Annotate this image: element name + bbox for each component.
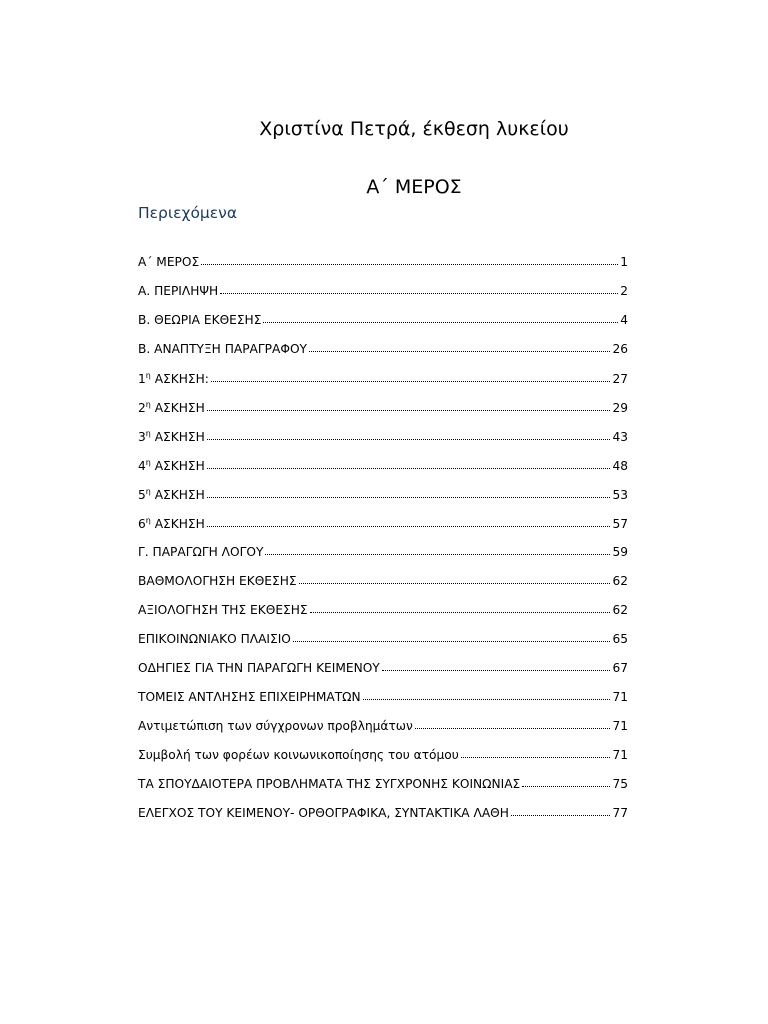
dot-leader [207, 525, 611, 527]
toc-entry-title-suffix: ΑΣΚΗΣΗ [150, 430, 205, 445]
ordinal-suffix: η [145, 516, 151, 525]
toc-page-number: 43 [612, 430, 628, 445]
toc-entry-title [138, 516, 205, 531]
toc-entry-title [138, 748, 459, 762]
dot-leader [461, 756, 611, 758]
toc-page-number: 71 [612, 690, 628, 704]
toc-entry[interactable] [138, 516, 628, 545]
dot-leader [207, 467, 611, 469]
toc-page-number: 4 [620, 313, 628, 327]
toc-entry-title [138, 342, 307, 356]
toc-entry-title [138, 487, 205, 502]
toc-entry[interactable] [138, 574, 628, 603]
toc-entry-title-text: ΕΠΙΚΟΙΝΩΝΙΑΚΟ ΠΛΑΙΣΙΟ [138, 632, 291, 646]
toc-entry-title [138, 545, 263, 559]
dot-leader [263, 321, 618, 323]
toc-page-number: 26 [612, 342, 628, 356]
toc-entry[interactable] [138, 690, 628, 719]
toc-entry-title-text: Γ. ΠΑΡΑΓΩΓΗ ΛΟΓΟΥ [138, 545, 264, 559]
toc-entry[interactable] [138, 313, 628, 342]
toc-entry-title [138, 371, 209, 386]
toc-page-number: 57 [612, 517, 628, 532]
dot-leader [309, 350, 610, 352]
toc-heading: Περιεχόμενα [138, 204, 238, 222]
toc-entry-title-text: ΤΑ ΣΠΟΥΔΑΙΟΤΕΡΑ ΠΡΟΒΛΗΜΑΤΑ ΤΗΣ ΣΥΓΧΡΟΝΗΣ ΚΟΙΝΩΝΙΑΣ [138, 777, 521, 791]
toc-entry-title-text: 2 [138, 401, 146, 416]
toc-entry[interactable] [138, 371, 628, 400]
toc-entry-title-text: ΒΑΘΜΟΛΟΓΗΣΗ ΕΚΘΕΣΗΣ [138, 574, 297, 588]
toc-entry-title-suffix: ΑΣΚΗΣΗ [150, 459, 205, 474]
toc-entry-title [138, 429, 205, 444]
toc-entry-title-text: 6 [138, 517, 146, 532]
toc-page-number: 48 [612, 459, 628, 474]
toc-entry[interactable] [138, 400, 628, 429]
toc-entry[interactable] [138, 719, 628, 748]
toc-entry-title [138, 632, 291, 646]
toc-page-number: 71 [612, 748, 628, 762]
toc-entry[interactable] [138, 342, 628, 371]
toc-entry-title-suffix: ΑΣΚΗΣΗ [150, 517, 205, 532]
toc-entry-title-suffix: ΑΣΚΗΣΗ [150, 488, 205, 503]
toc-page-number: 75 [612, 777, 628, 791]
toc-entry[interactable] [138, 458, 628, 487]
ordinal-suffix: η [145, 429, 151, 438]
toc-entry-title-text: Β. ΑΝΑΠΤΥΞΗ ΠΑΡΑΓΡΑΦΟΥ [138, 342, 307, 356]
toc-entry[interactable] [138, 545, 628, 574]
toc-entry-title-text: Αντιμετώπιση των σύγχρονων προβλημάτων [138, 719, 413, 733]
toc-page-number: 67 [612, 661, 628, 675]
dot-leader [207, 438, 611, 440]
toc-entry-title-text: 4 [138, 459, 146, 474]
toc-entry[interactable] [138, 255, 628, 284]
toc-entry-title [138, 661, 380, 675]
toc-entry-title-text: ΤΟΜΕΙΣ ΑΝΤΛΗΣΗΣ ΕΠΙΧΕΙΡΗΜΑΤΩΝ [138, 690, 361, 704]
toc-entry-title [138, 284, 218, 298]
toc-entry-title [138, 719, 413, 733]
toc-entry-title-text: ΟΔΗΓΙΕΣ ΓΙΑ ΤΗΝ ΠΑΡΑΓΩΓΗ ΚΕΙΜΕΝΟΥ [138, 661, 380, 675]
toc-entry-title [138, 458, 205, 473]
toc-entry[interactable] [138, 284, 628, 313]
document-title: Χριστίνα Πετρά, έκθεση λυκείου [259, 118, 569, 140]
dot-leader [511, 814, 611, 816]
toc-entry-title [138, 574, 297, 588]
ordinal-suffix: η [145, 371, 151, 380]
toc-entry-title [138, 400, 205, 415]
dot-leader [363, 698, 611, 700]
toc-page-number: 59 [612, 545, 628, 559]
toc-page-number: 29 [612, 401, 628, 416]
toc-page-number: 62 [612, 574, 628, 588]
dot-leader [293, 640, 611, 642]
toc-entry[interactable] [138, 603, 628, 632]
toc-entry-title-text: Συμβολή των φορέων κοινωνικοποίησης του ατόμου [138, 748, 459, 762]
dot-leader [220, 292, 618, 294]
dot-leader [201, 263, 618, 265]
dot-leader [415, 727, 611, 729]
dot-leader [207, 496, 611, 498]
toc-entry-title [138, 777, 520, 791]
toc-page-number: 77 [612, 806, 628, 820]
toc-page-number: 2 [620, 284, 628, 298]
toc-entry[interactable] [138, 429, 628, 458]
toc-entry-title-text: 5 [138, 488, 146, 503]
toc-entry-title [138, 603, 308, 617]
toc-entry[interactable] [138, 487, 628, 516]
dot-leader [211, 380, 611, 382]
toc-page-number: 71 [612, 719, 628, 733]
toc-entry-title-text: ΕΛΕΓΧΟΣ ΤΟΥ ΚΕΙΜΕΝΟΥ- ΟΡΘΟΓΡΑΦΙΚΑ, ΣΥΝΤΑΚΤΙΚΑ ΛΑΘΗ [138, 806, 509, 820]
toc-entry-title-text: Α. ΠΕΡΙΛΗΨΗ [138, 284, 219, 298]
part-heading: Α΄ ΜΕΡΟΣ [366, 176, 462, 198]
table-of-contents [138, 255, 628, 835]
dot-leader [265, 553, 610, 555]
ordinal-suffix: η [145, 400, 151, 409]
toc-page-number: 1 [620, 255, 628, 269]
toc-entry-title [138, 690, 361, 704]
toc-entry-title-text: Β. ΘΕΩΡΙΑ ΕΚΘΕΣΗΣ [138, 313, 262, 327]
toc-entry[interactable] [138, 661, 628, 690]
toc-entry-title-text: 3 [138, 430, 146, 445]
dot-leader [310, 611, 611, 613]
toc-entry[interactable] [138, 777, 628, 806]
toc-page-number: 53 [612, 488, 628, 503]
toc-entry-title [138, 313, 261, 327]
toc-entry-title [138, 255, 199, 269]
toc-entry[interactable] [138, 748, 628, 777]
toc-page-number: 62 [612, 603, 628, 617]
ordinal-suffix: η [145, 487, 151, 496]
dot-leader [299, 582, 611, 584]
dot-leader [382, 669, 611, 671]
ordinal-suffix: η [145, 458, 151, 467]
toc-entry-title-suffix: ΑΣΚΗΣΗ [150, 401, 205, 416]
toc-page-number: 65 [612, 632, 628, 646]
toc-entry-title [138, 806, 509, 820]
toc-entry[interactable] [138, 806, 628, 835]
toc-entry-title-text: Α΄ ΜΕΡΟΣ [138, 255, 200, 269]
toc-entry-title-suffix: ΑΣΚΗΣΗ: [150, 372, 209, 387]
toc-page-number: 27 [612, 372, 628, 387]
toc-entry[interactable] [138, 632, 628, 661]
dot-leader [207, 409, 611, 411]
dot-leader [522, 785, 610, 787]
toc-entry-title-text: 1 [138, 372, 146, 387]
toc-entry-title-text: ΑΞΙΟΛΟΓΗΣΗ ΤΗΣ ΕΚΘΕΣΗΣ [138, 603, 308, 617]
